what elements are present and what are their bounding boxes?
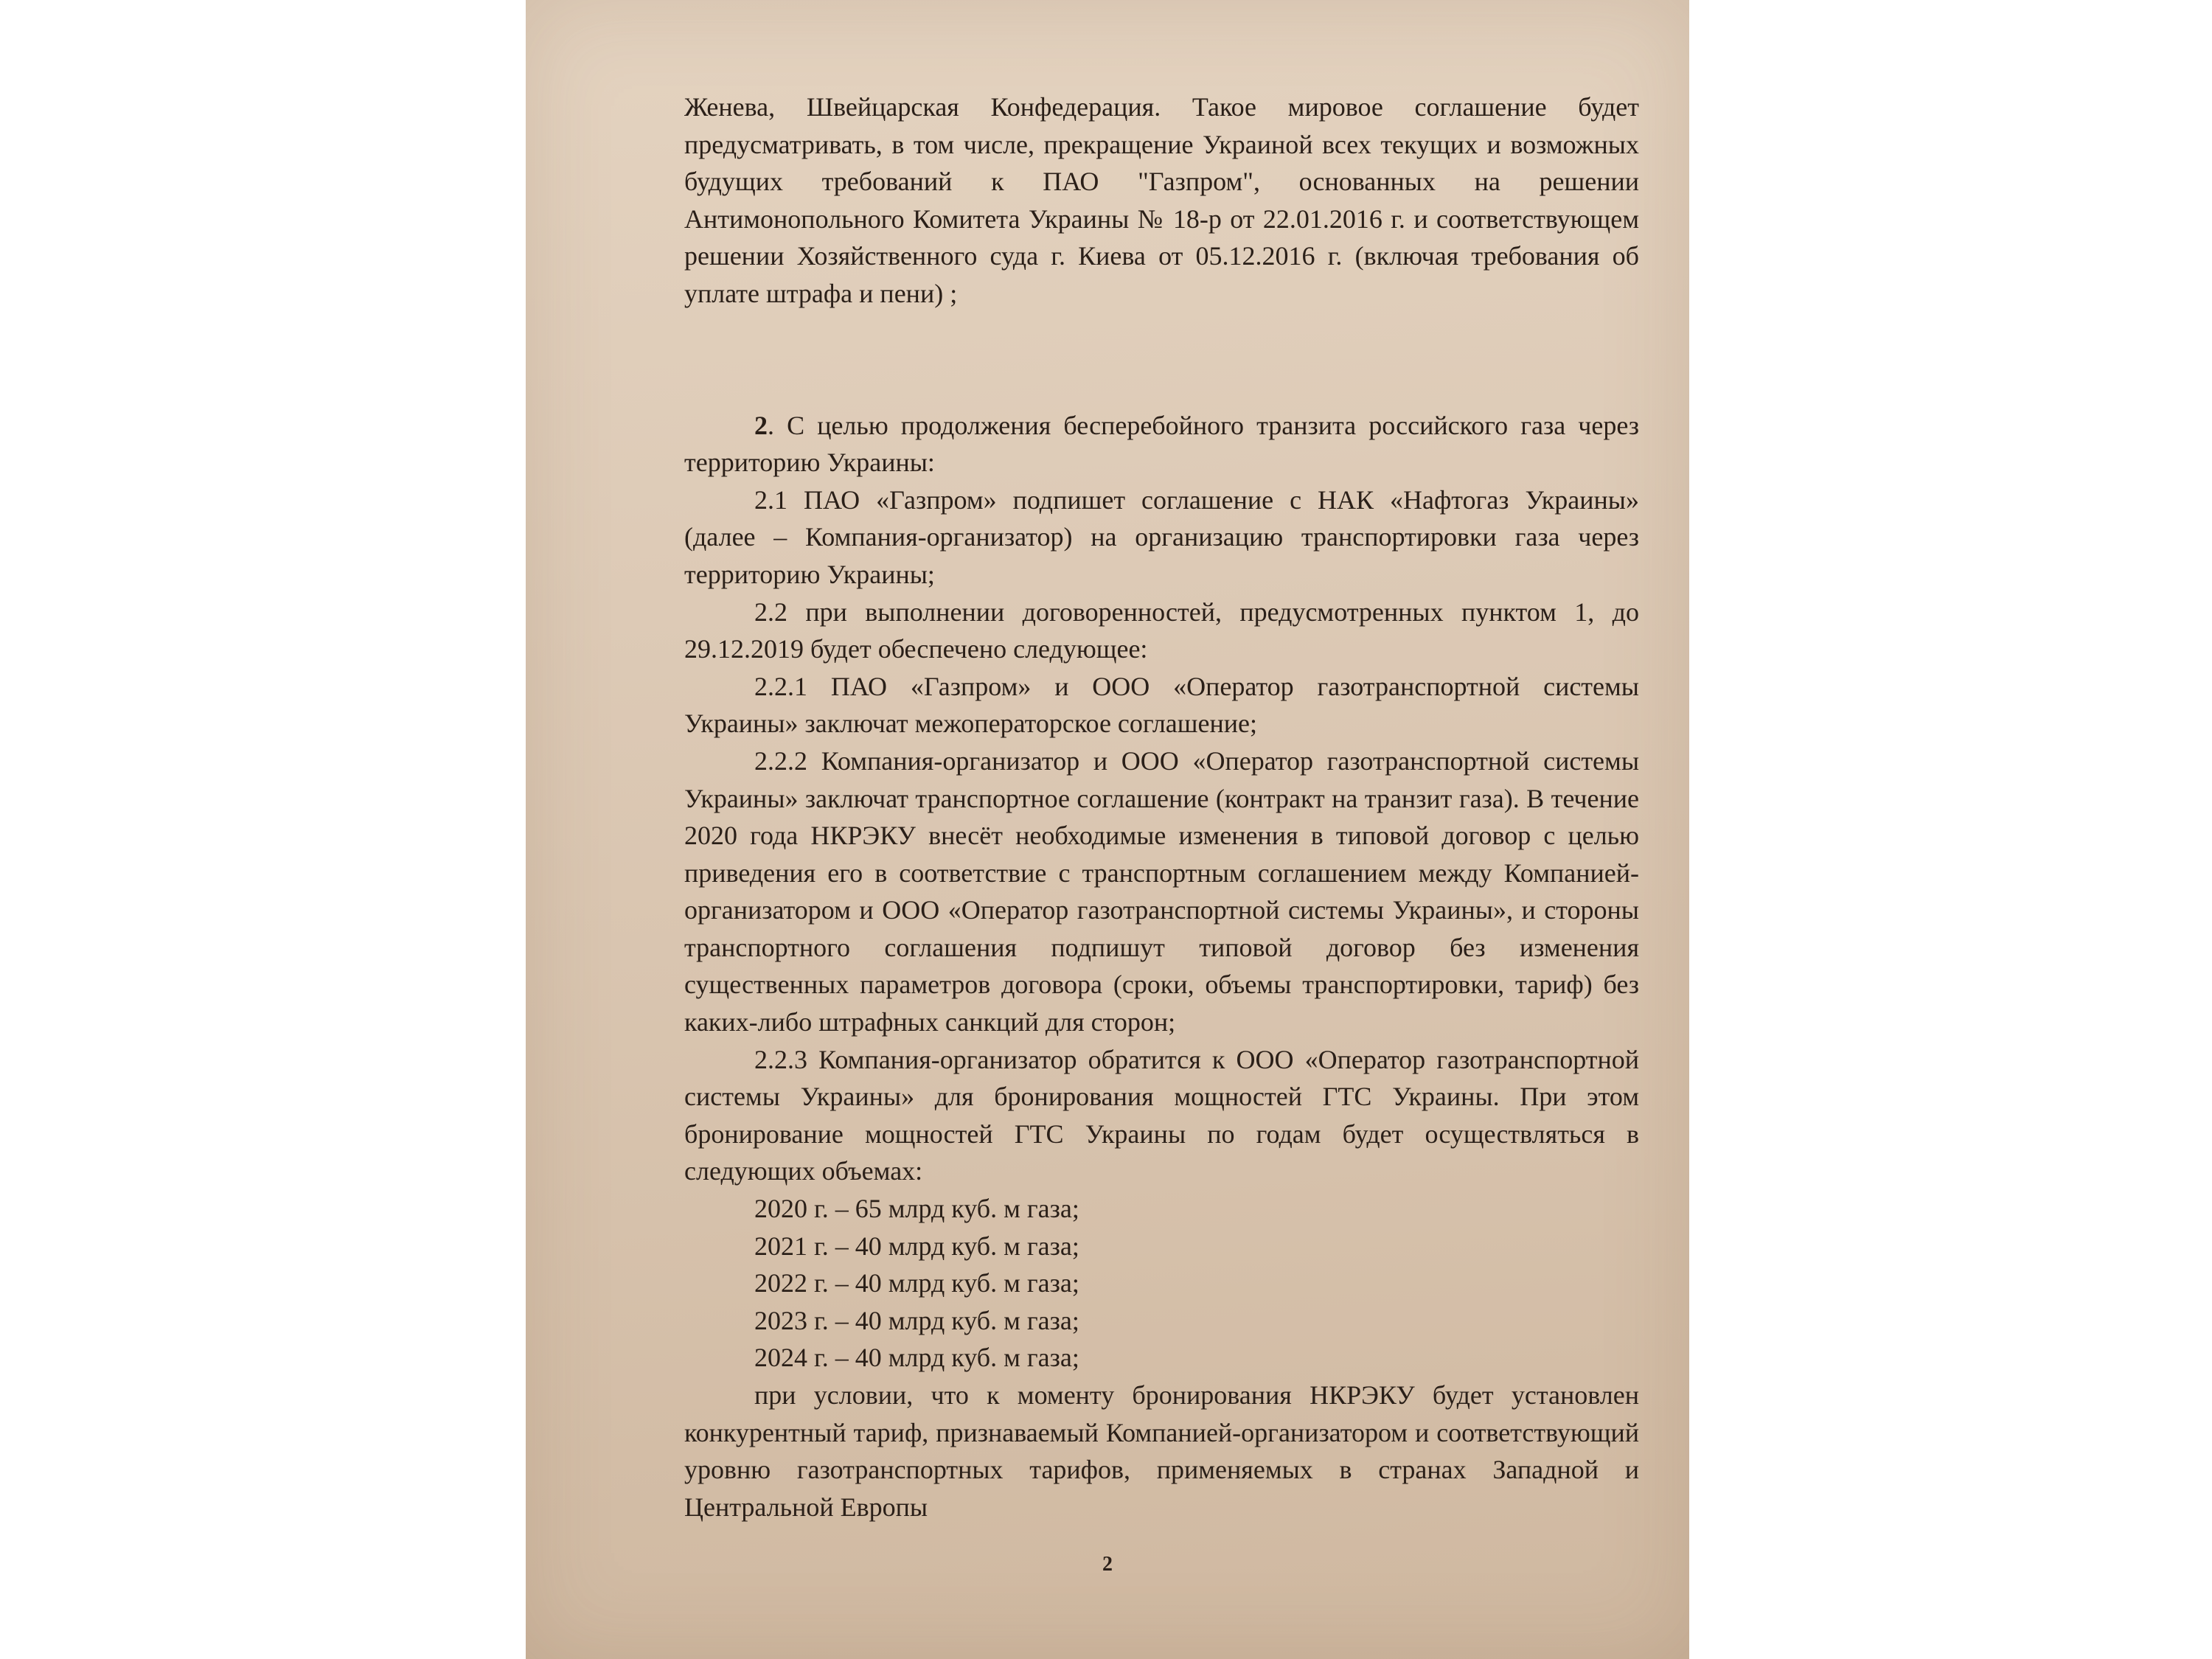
volume-list — [684, 1190, 1639, 1377]
clause-2-2-3: 2.2.3 Компания-организатор обратится к ООО «Оператор газотранспортной системы Украины» для бронирования мощностей ГТС Украины. При этом бронирование мощностей ГТС Украины по годам будет осуществляться в следующих объемах: — [684, 1044, 1639, 1186]
page-number: 2 — [1102, 1553, 1113, 1576]
section-2-number: 2 — [754, 410, 768, 440]
volume-item-2022: 2022 г. – 40 млрд куб. м газа; — [754, 1268, 1079, 1298]
clause-2-2: 2.2 при выполнении договоренностей, предусмотренных пунктом 1, до 29.12.2019 будет обеспечено следующее: — [684, 597, 1639, 664]
volume-item-2023: 2023 г. – 40 млрд куб. м газа; — [754, 1305, 1079, 1335]
section-2-heading — [684, 407, 1639, 481]
clause-2-2-1: 2.2.1 ПАО «Газпром» и ООО «Оператор газотранспортной системы Украины» заключат межоператорское соглашение; — [684, 671, 1639, 739]
document-page — [526, 0, 1689, 1659]
paragraph-gap — [684, 313, 1639, 407]
clause-2-1: 2.1 ПАО «Газпром» подпишет соглашение с НАК «Нафтогаз Украины» (далее – Компания-организатор) на организацию транспортировки газа через территорию Украины; — [684, 484, 1639, 589]
page-content — [684, 88, 1639, 1526]
section-2-text: . С целью продолжения бесперебойного транзита российского газа через территорию Украины: — [684, 410, 1639, 478]
closing-paragraph: при условии, что к моменту бронирования НКРЭКУ будет установлен конкурентный тариф, признаваемый Компанией-организатором и соответствующий уровню газотранспортных тарифов, применяемых в странах Западной и Центральной Европы — [684, 1380, 1639, 1522]
clause-2-2-2: 2.2.2 Компания-организатор и ООО «Оператор газотранспортной системы Украины» заключат транспортное соглашение (контракт на транзит газа). В течение 2020 года НКРЭКУ внесёт необходимые изменения в типовой договор с целью приведения его в соответствие с транспортным соглашением между Компанией-организатором и ООО «Оператор газотранспортной системы Украины», и стороны транспортного соглашения подпишут типовой договор без изменения существенных параметров договора (сроки, объемы транспортировки, тариф) без каких-либо штрафных санкций для сторон; — [684, 745, 1639, 1037]
intro-paragraph: Женева, Швейцарская Конфедерация. Такое мировое соглашение будет предусматривать, в том числе, прекращение Украиной всех текущих и возможных будущих требований к ПАО "Газпром", основанных на решении Антимонопольного Комитета Украины № 18-р от 22.01.2016 г. и соответствующем решении Хозяйственного суда г. Киева от 05.12.2016 г. (включая требования об уплате штрафа и пени) ; — [684, 92, 1639, 308]
volume-item-2020: 2020 г. – 65 млрд куб. м газа; — [754, 1194, 1079, 1224]
volume-item-2021: 2021 г. – 40 млрд куб. м газа; — [754, 1231, 1079, 1261]
volume-item-2024: 2024 г. – 40 млрд куб. м газа; — [754, 1343, 1079, 1373]
